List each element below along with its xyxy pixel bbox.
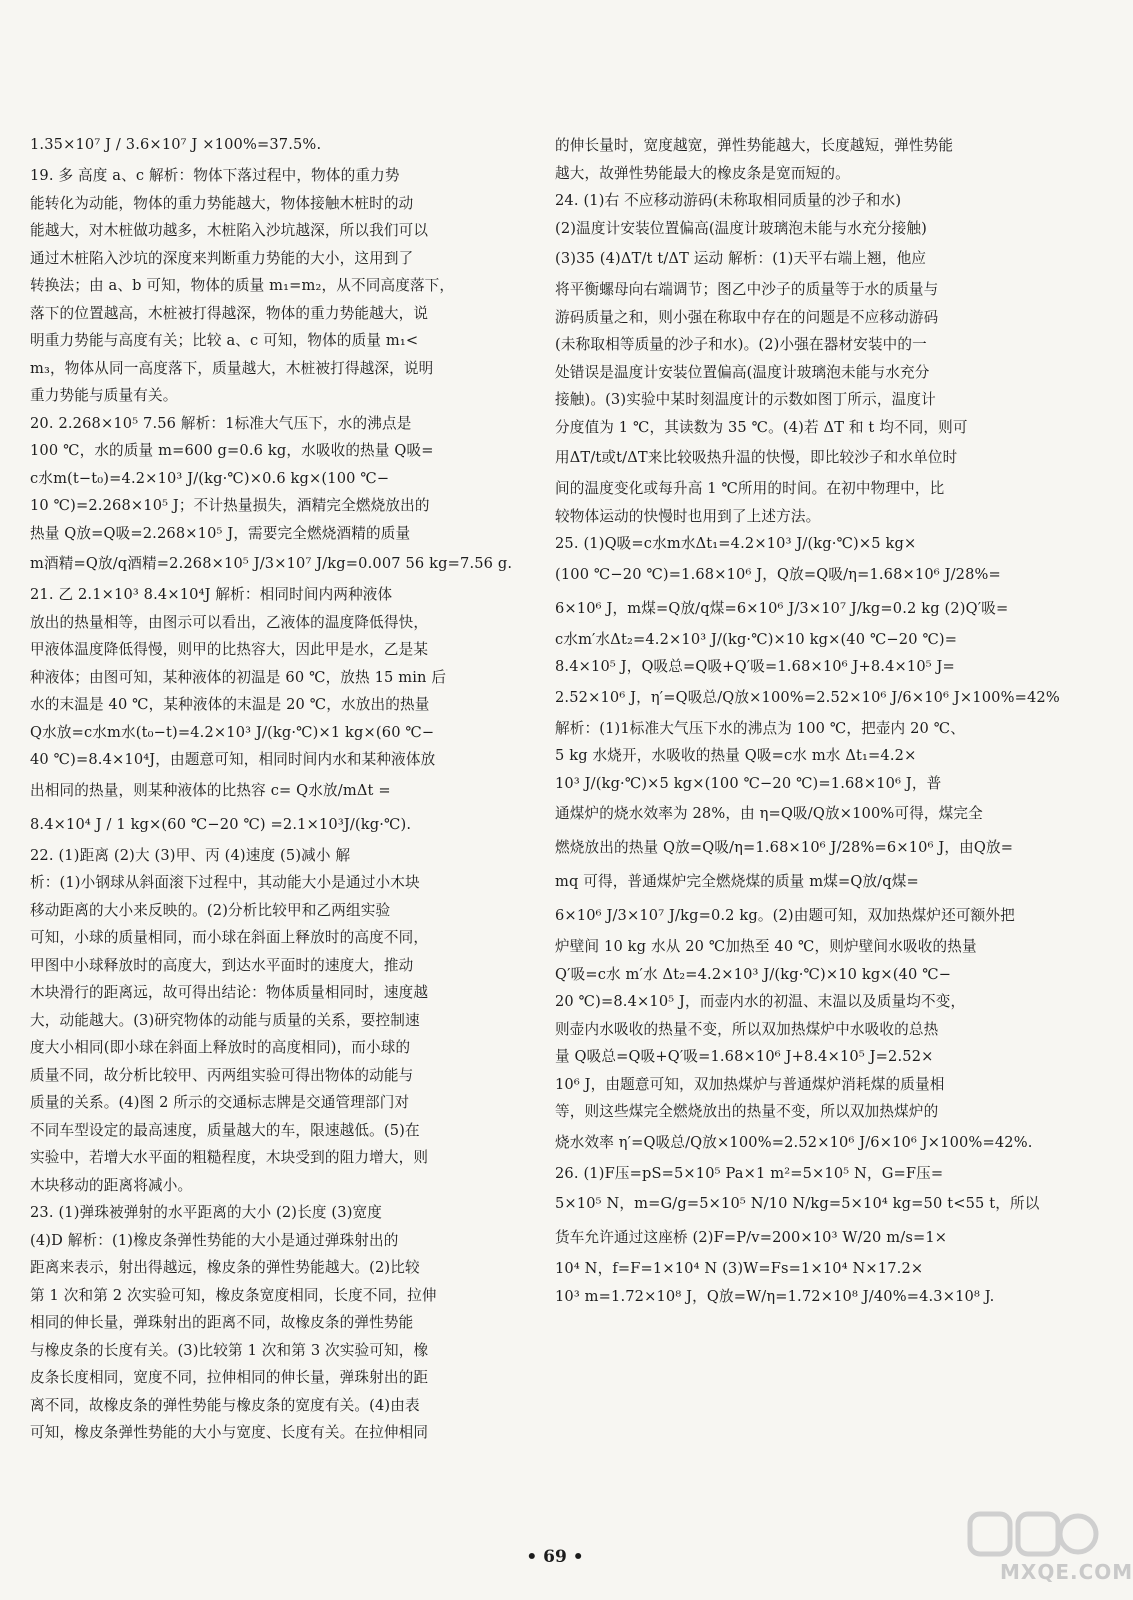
text-line: 与橡皮条的长度有关。(3)比较第 1 次和第 3 次实验可知，橡 xyxy=(30,1341,429,1359)
text-line: 10⁴ N，f=F=1×10⁴ N (3)W=Fs=1×10⁴ N×17.2× xyxy=(555,1260,924,1277)
text-line: 10 ℃)=2.268×10⁵ J；不计热量损失，酒精完全燃烧放出的 xyxy=(30,497,430,514)
text-line: 越大，故弹性势能最大的橡皮条是宽而短的。 xyxy=(555,164,850,182)
text-line: mq 可得，普通煤炉完全燃烧煤的质量 m煤=Q放/q煤= xyxy=(555,873,919,890)
text-line: 间的温度变化或每升高 1 ℃所用的时间。在初中物理中，比 xyxy=(555,480,945,497)
text-line: 第 1 次和第 2 次实验可知，橡皮条宽度相同，长度不同，拉伸 xyxy=(30,1286,437,1304)
text-line: 转换法；由 a、b 可知，物体的质量 m₁=m₂，从不同高度落下， xyxy=(30,277,455,294)
text-line: 实验中，若增大水平面的粗糙程度，木块受到的阻力增大，则 xyxy=(30,1149,429,1166)
page-number: • 69 • xyxy=(526,1547,584,1567)
text-line: c水m(t−t₀)=4.2×10³ J/(kg·℃)×0.6 kg×(100 ℃− xyxy=(30,469,390,487)
text-line: 2.52×10⁶ J，η′=Q吸总/Q放×100%=2.52×10⁶ J/6×10⁶ J×100%=42% xyxy=(555,688,1060,706)
text-line: 的伸长量时，宽度越宽，弹性势能越大，长度越短，弹性势能 xyxy=(555,137,954,154)
text-line: 能转化为动能，物体的重力势能越大，物体接触木桩时的动 xyxy=(30,194,414,212)
text-line: 用ΔT/t或t/ΔT来比较吸热升温的快慢，即比较沙子和水单位时 xyxy=(555,449,958,466)
text-line: 19. 多 高度 a、c 解析：物体下落过程中，物体的重力势 xyxy=(30,167,400,184)
text-line: 落下的位置越高，木桩被打得越深，物体的重力势能越大，说 xyxy=(30,304,429,322)
text-line: 6×10⁶ J，m煤=Q放/q煤=6×10⁶ J/3×10⁷ J/kg=0.2 kg (2)Q′吸= xyxy=(555,599,1009,617)
text-line: 22. (1)距离 (2)大 (3)甲、丙 (4)速度 (5)减小 解 xyxy=(30,846,351,864)
text-line: 质量的关系。(4)图 2 所示的交通标志牌是交通管理部门对 xyxy=(30,1094,410,1111)
text-line: 40 ℃)=8.4×10⁴J，由题意可知，相同时间内水和某种液体放 xyxy=(30,751,436,768)
text-line: 水的末温是 40 ℃，某种液体的末温是 20 ℃，水放出的热量 xyxy=(30,696,430,713)
text-line: 木块滑行的距离远，故可得出结论：物体质量相同时，速度越 xyxy=(30,984,429,1001)
text-line: 移动距离的大小来反映的。(2)分析比较甲和乙两组实验 xyxy=(30,901,391,919)
text-line: 接触)。(3)实验中某时刻温度计的示数如图丁所示，温度计 xyxy=(555,391,936,408)
text-line: 离不同，故橡皮条的弹性势能与橡皮条的宽度有关。(4)由表 xyxy=(30,1396,420,1414)
text-line: 8.4×10⁴ J / 1 kg×(60 ℃−20 ℃) =2.1×10³J/(kg·℃). xyxy=(30,815,412,833)
text-line: 10³ m=1.72×10⁸ J，Q放=W/η=1.72×10⁸ J/40%=4.3×10⁸ J. xyxy=(555,1287,995,1305)
text-line: 6×10⁶ J/3×10⁷ J/kg=0.2 kg。(2)由题可知，双加热煤炉还可额外把 xyxy=(555,907,1015,924)
text-line: m酒精=Q放/q酒精=2.268×10⁵ J/3×10⁷ J/kg=0.007 56 kg=7.56 g. xyxy=(30,555,513,572)
text-line: (未称取相等质量的沙子和水)。(2)小强在器材安装中的一 xyxy=(555,336,927,353)
text-line: 烧水效率 η′=Q吸总/Q放×100%=2.52×10⁶ J/6×10⁶ J×100%=42%. xyxy=(555,1133,1033,1151)
text-line: 出相同的热量，则某种液体的比热容 c= Q水放/mΔt = xyxy=(30,781,391,799)
text-line: 20 ℃)=8.4×10⁵ J，而壶内水的初温、末温以及质量均不变， xyxy=(555,993,966,1010)
text-line: 度大小相同(即小球在斜面上释放时的高度相同)，而小球的 xyxy=(30,1039,411,1056)
right-column xyxy=(555,132,1070,1310)
text-line: 货车允许通过这座桥 (2)F=P/v=200×10³ W/20 m/s=1× xyxy=(555,1229,948,1246)
text-line: m₃，物体从同一高度落下，质量越大，木桩被打得越深，说明 xyxy=(30,359,434,377)
text-line: 可知，橡皮条弹性势能的大小与宽度、长度有关。在拉伸相同 xyxy=(30,1424,429,1441)
text-line: 热量 Q放=Q吸=2.268×10⁵ J，需要完全燃烧酒精的质量 xyxy=(30,524,411,542)
text-line: 明重力势能与高度有关；比较 a、c 可知，物体的质量 m₁< xyxy=(30,332,419,349)
text-line: 皮条长度相同，宽度不同，拉伸相同的伸长量，弹珠射出的距 xyxy=(30,1369,429,1386)
text-line: 等，则这些煤完全燃烧放出的热量不变，所以双加热煤炉的 xyxy=(555,1103,939,1120)
text-line: 10³ J/(kg·℃)×5 kg×(100 ℃−20 ℃)=1.68×10⁶ J，普 xyxy=(555,774,942,792)
text-line: 能越大，对木桩做功越多，木桩陷入沙坑越深，所以我们可以 xyxy=(30,222,429,239)
text-line: 1.35×10⁷ J / 3.6×10⁷ J ×100%=37.5%. xyxy=(30,136,322,153)
text-line: Q水放=c水m水(t₀−t)=4.2×10³ J/(kg·℃)×1 kg×(60 ℃− xyxy=(30,723,435,741)
text-line: 20. 2.268×10⁵ 7.56 解析：1标准大气压下，水的沸点是 xyxy=(30,414,412,432)
text-line: 24. (1)右 不应移动游码(未称取相同质量的沙子和水) xyxy=(555,192,902,209)
text-line: 质量不同，故分析比较甲、丙两组实验可得出物体的动能与 xyxy=(30,1066,414,1084)
text-line: 炉壁间 10 kg 水从 20 ℃加热至 40 ℃，则炉壁间水吸收的热量 xyxy=(555,938,977,955)
text-line: 距离来表示，射出得越远，橡皮条的弹性势能越大。(2)比较 xyxy=(30,1259,420,1276)
text-line: Q′吸=c水 m′水 Δt₂=4.2×10³ J/(kg·℃)×10 kg×(40 ℃− xyxy=(555,965,952,983)
text-line: 重力势能与质量有关。 xyxy=(30,387,178,404)
text-line: 通过木桩陷入沙坑的深度来判断重力势能的大小，这用到了 xyxy=(30,249,414,267)
text-line: 大，动能越大。(3)研究物体的动能与质量的关系，要控制速 xyxy=(30,1011,420,1029)
text-line: 25. (1)Q吸=c水m水Δt₁=4.2×10³ J/(kg·℃)×5 kg× xyxy=(555,535,917,552)
text-line: 5 kg 水烧开，水吸收的热量 Q吸=c水 m水 Δt₁=4.2× xyxy=(555,747,917,764)
watermark-text: MXQE.COM xyxy=(1000,1560,1133,1584)
text-line: 不同车型设定的最高速度，质量越大的车，限速越低。(5)在 xyxy=(30,1121,420,1139)
text-line: c水m′水Δt₂=4.2×10³ J/(kg·℃)×10 kg×(40 ℃−20 ℃)= xyxy=(555,630,958,648)
text-line: (100 ℃−20 ℃)=1.68×10⁶ J，Q放=Q吸/η=1.68×10⁶ J/28%= xyxy=(555,565,1001,583)
text-line: 析：(1)小钢球从斜面滚下过程中，其动能大小是通过小木块 xyxy=(30,874,420,891)
text-line: 游码质量之和，则小强在称取中存在的问题是不应移动游码 xyxy=(555,308,939,326)
text-line: 甲液体温度降低得慢，则甲的比热容大，因此甲是水，乙是某 xyxy=(30,641,429,658)
text-line: 处错误是温度计安装位置偏高(温度计玻璃泡未能与水充分 xyxy=(555,363,930,381)
text-line: 分度值为 1 ℃，其读数为 35 ℃。(4)若 ΔT 和 t 均不同，则可 xyxy=(555,418,968,436)
text-line: 23. (1)弹珠被弹射的水平距离的大小 (2)长度 (3)宽度 xyxy=(30,1204,383,1221)
text-line: 10⁶ J，由题意可知，双加热煤炉与普通煤炉消耗煤的质量相 xyxy=(555,1075,945,1093)
text-line: 通煤炉的烧水效率为 28%，由 η=Q吸/Q放×100%可得，煤完全 xyxy=(555,805,983,822)
text-line: 100 ℃，水的质量 m=600 g=0.6 kg，水吸收的热量 Q吸= xyxy=(30,442,434,459)
text-line: 8.4×10⁵ J，Q吸总=Q吸+Q′吸=1.68×10⁶ J+8.4×10⁵ J= xyxy=(555,658,955,675)
text-line: 木块移动的距离将减小。 xyxy=(30,1176,193,1194)
text-line: 放出的热量相等，由图示可以看出，乙液体的温度降低得快， xyxy=(30,613,429,631)
text-line: (3)35 (4)ΔT/t t/ΔT 运动 解析：(1)天平右端上翘，他应 xyxy=(555,250,927,267)
text-line: 则壶内水吸收的热量不变，所以双加热煤炉中水吸收的总热 xyxy=(555,1020,939,1038)
text-line: 种液体；由图可知，某种液体的初温是 60 ℃，放热 15 min 后 xyxy=(30,668,447,686)
text-line: 相同的伸长量，弹珠射出的距离不同，故橡皮条的弹性势能 xyxy=(30,1314,414,1331)
text-line: 5×10⁵ N，m=G/g=5×10⁵ N/10 N/kg=5×10⁴ kg=50 t<55 t，所以 xyxy=(555,1195,1040,1212)
text-line: 解析：(1)1标准大气压下水的沸点为 100 ℃，把壶内 20 ℃、 xyxy=(555,719,965,737)
text-line: 将平衡螺母向右端调节；图乙中沙子的质量等于水的质量与 xyxy=(555,281,939,298)
text-line: 26. (1)F压=pS=5×10⁵ Pa×1 m²=5×10⁵ N，G=F压= xyxy=(555,1164,944,1182)
left-column xyxy=(30,128,530,1447)
text-line: 甲图中小球释放时的高度大，到达水平面时的速度大，推动 xyxy=(30,956,414,974)
text-line: 较物体运动的快慢时也用到了上述方法。 xyxy=(555,507,821,525)
text-line: 21. 乙 2.1×10³ 8.4×10⁴J 解析：相同时间内两种液体 xyxy=(30,586,393,603)
text-line: 可知，小球的质量相同，而小球在斜面上释放时的高度不同， xyxy=(30,929,429,946)
text-line: (2)温度计安装位置偏高(温度计玻璃泡未能与水充分接触) xyxy=(555,219,927,237)
text-line: 量 Q吸总=Q吸+Q′吸=1.68×10⁶ J+8.4×10⁵ J=2.52× xyxy=(555,1048,934,1065)
text-line: 燃烧放出的热量 Q放=Q吸/η=1.68×10⁶ J/28%=6×10⁶ J，由Q放= xyxy=(555,839,1014,856)
text-line: (4)D 解析：(1)橡皮条弹性势能的大小是通过弹珠射出的 xyxy=(30,1231,399,1249)
